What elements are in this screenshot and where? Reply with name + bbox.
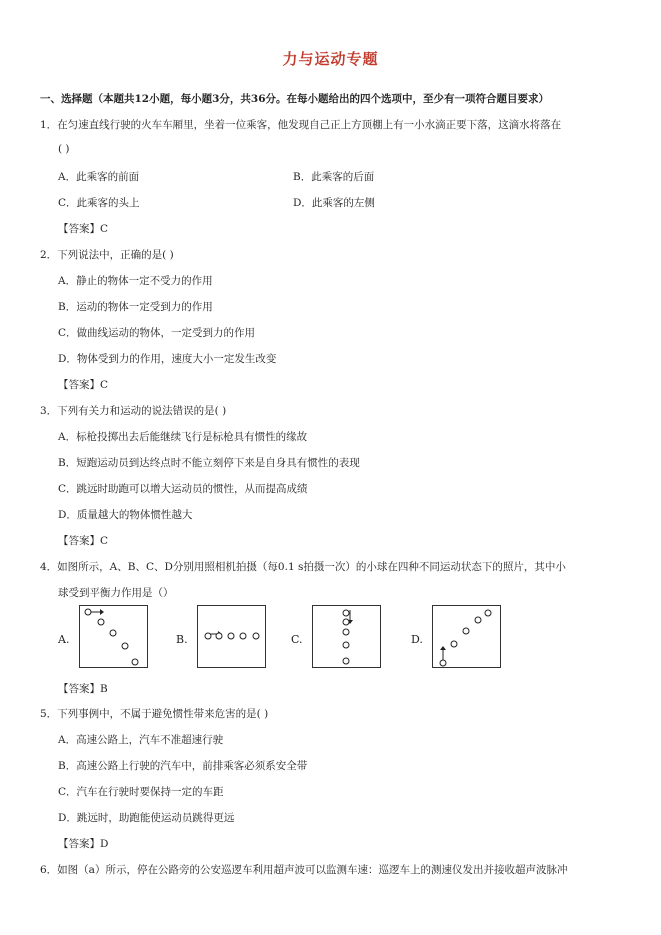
question-3-answer: 【答案】C	[58, 535, 109, 547]
figure-a	[79, 605, 148, 668]
question-1-option-c: C．此乘客的头上	[58, 197, 140, 209]
question-2-option-b: B．运动的物体一定受到力的作用	[58, 301, 213, 313]
section-heading: 一、选择题（本题共12小题，每小题3分，共36分。在每小题给出的四个选项中，至少有一项符合题目要求）	[40, 93, 550, 105]
question-3-option-a: A．标枪投掷出去后能继续飞行是标枪具有惯性的缘故	[58, 431, 308, 443]
figure-c-drawing	[313, 606, 382, 669]
figure-d	[432, 605, 501, 668]
figure-a-label: A.	[58, 633, 70, 646]
figure-a-drawing	[80, 606, 149, 669]
question-1-option-d: D．此乘客的左侧	[293, 197, 375, 209]
question-5-option-a: A．高速公路上，汽车不准超速行驶	[58, 734, 224, 746]
question-5-stem: 5．下列事例中，不属于避免惯性带来危害的是( )	[40, 708, 269, 720]
question-2-option-d: D．物体受到力的作用，速度大小一定发生改变	[58, 353, 277, 365]
figure-b-drawing	[198, 606, 267, 669]
question-1-option-a: A．此乘客的前面	[58, 171, 140, 183]
question-1-bracket: ( )	[58, 143, 70, 155]
question-2-stem: 2．下列说法中，正确的是( )	[40, 249, 174, 261]
question-2-option-a: A．静止的物体一定不受力的作用	[58, 275, 213, 287]
question-5-answer: 【答案】D	[58, 838, 109, 850]
question-3-option-d: D．质量越大的物体惯性越大	[58, 509, 193, 521]
question-4-stem-cont: 球受到平衡力作用是（）	[58, 587, 174, 599]
question-5-option-c: C．汽车在行驶时要保持一定的车距	[58, 786, 224, 798]
figure-c-label: C.	[291, 633, 303, 646]
question-4-stem: 4．如图所示，A、B、C、D分别用照相机拍摄（每0.1 s拍摄一次）的小球在四种不同运动状态下的照片，其中小	[40, 561, 566, 573]
question-1-answer: 【答案】C	[58, 223, 109, 235]
question-5-option-b: B．高速公路上行驶的汽车中，前排乘客必须系安全带	[58, 760, 308, 772]
figure-d-label: D.	[411, 633, 423, 646]
question-3-option-b: B．短跑运动员到达终点时不能立刻停下来是自身具有惯性的表现	[58, 457, 360, 469]
question-1-stem: 1．在匀速直线行驶的火车车厢里，坐着一位乘客，他发现自己正上方顶棚上有一小水滴正要下落，这滴水将落在	[40, 119, 562, 131]
figure-d-drawing	[433, 606, 502, 669]
figure-b-label: B.	[176, 633, 188, 646]
question-2-option-c: C．做曲线运动的物体，一定受到力的作用	[58, 327, 256, 339]
page-title: 力与运动专题	[282, 50, 379, 68]
question-6-stem: 6．如图（a）所示，停在公路旁的公安巡逻车利用超声波可以监测车速：巡逻车上的测速仪发出并接收超声波脉冲	[40, 864, 568, 876]
question-2-answer: 【答案】C	[58, 379, 109, 391]
question-3-stem: 3．下列有关力和运动的说法错误的是( )	[40, 405, 227, 417]
question-5-option-d: D．跳远时，助跑能使运动员跳得更远	[58, 812, 235, 824]
figure-b	[197, 605, 266, 668]
question-1-option-b: B．此乘客的后面	[293, 171, 375, 183]
question-3-option-c: C．跳远时助跑可以增大运动员的惯性，从而提高成绩	[58, 483, 308, 495]
question-4-answer: 【答案】B	[58, 683, 108, 695]
figure-c	[312, 605, 381, 668]
